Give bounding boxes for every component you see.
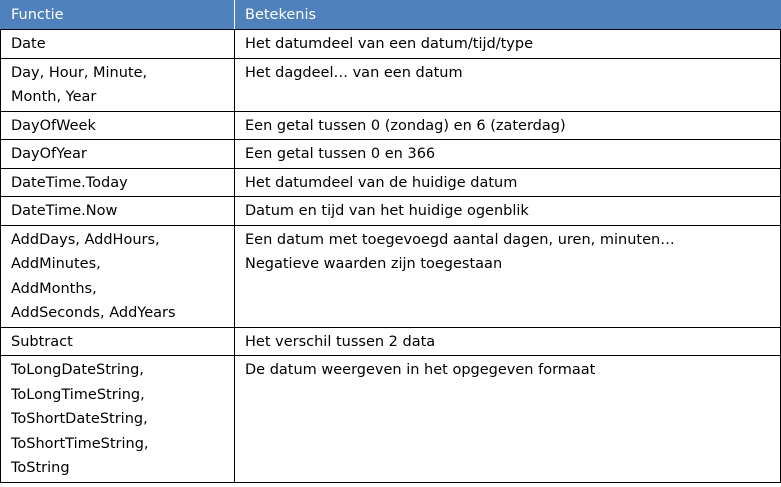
cell-betekenis (235, 140, 781, 169)
cell-text: ToString (11, 460, 70, 476)
cell-text: AddMinutes, (11, 256, 101, 272)
cell-functie (1, 30, 235, 59)
cell-functie (1, 111, 235, 140)
cell-text: DayOfWeek (11, 117, 96, 134)
cell-text: ToShortDateString, (11, 411, 148, 427)
cell-text: Month, Year (11, 89, 97, 105)
table-row (1, 225, 781, 327)
cell-functie (1, 168, 235, 197)
cell-functie (1, 58, 235, 111)
cell-text: DayOfYear (11, 146, 87, 162)
cell-betekenis (235, 327, 781, 356)
cell-text: Day, Hour, Minute, (11, 64, 148, 81)
cell-text: DateTime.Today (11, 174, 128, 191)
cell-text: ToLongTimeString, (11, 386, 145, 403)
cell-text: ToLongDateString, (11, 362, 144, 378)
cell-betekenis (235, 168, 781, 197)
cell-text: Het verschil tussen 2 data (245, 333, 436, 350)
table-row (1, 168, 781, 197)
table-row (1, 327, 781, 356)
cell-text: AddSeconds, AddYears (11, 305, 176, 321)
table-row (1, 58, 781, 111)
table-row (1, 111, 781, 140)
cell-functie (1, 356, 235, 483)
cell-text: De datum weergeven in het opgegeven formaat (245, 362, 596, 378)
cell-betekenis (235, 111, 781, 140)
cell-functie (1, 140, 235, 169)
cell-text: Een getal tussen 0 (zondag) en 6 (zaterdag) (245, 117, 566, 134)
cell-text: DateTime.Now (11, 203, 118, 219)
cell-text: Datum en tijd van het huidige ogenblik (245, 203, 529, 219)
cell-betekenis (235, 58, 781, 111)
cell-functie (1, 225, 235, 327)
cell-text: Het dagdeel… van een datum (245, 64, 463, 81)
header-functie: Functie (1, 1, 235, 30)
cell-text: Subtract (11, 333, 73, 350)
cell-functie (1, 327, 235, 356)
cell-betekenis (235, 356, 781, 483)
cell-text: Negatieve waarden zijn toegestaan (245, 256, 503, 272)
table-row (1, 356, 781, 483)
cell-text: Het datumdeel van de huidige datum (245, 174, 518, 191)
header-betekenis: Betekenis (235, 1, 781, 30)
cell-text: AddMonths, (11, 280, 97, 297)
cell-functie (1, 197, 235, 226)
table-header-row (1, 1, 781, 30)
cell-text: Date (11, 36, 46, 52)
cell-betekenis (235, 225, 781, 327)
cell-text: Een getal tussen 0 en 366 (245, 146, 436, 162)
cell-text: Een datum met toegevoegd aantal dagen, uren, minuten… (245, 231, 675, 248)
table-row (1, 197, 781, 226)
cell-betekenis (235, 30, 781, 59)
table-row (1, 30, 781, 59)
cell-text: Het datumdeel van een datum/tijd/type (245, 36, 533, 52)
cell-text: ToShortTimeString, (11, 435, 149, 452)
table-row (1, 140, 781, 169)
cell-text: AddDays, AddHours, (11, 231, 160, 248)
cell-betekenis (235, 197, 781, 226)
